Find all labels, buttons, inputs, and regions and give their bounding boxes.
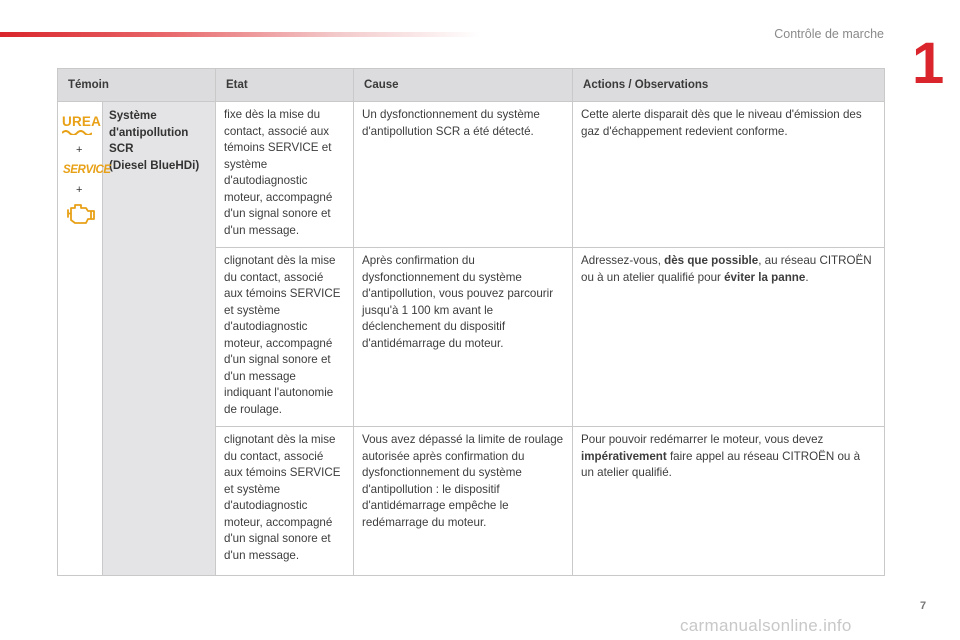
table-row <box>58 102 885 248</box>
header-accent-bar <box>0 32 480 37</box>
plus-sign: + <box>76 144 83 156</box>
cause-cell: Vous avez dépassé la limite de roulage autorisée après confirmation du dysfonctionnement du système d'antipollution : le dispositif d'antidémarrage empêche le redémarrage du moteur. <box>354 427 573 576</box>
header-etat: Etat <box>216 69 354 102</box>
urea-wave-icon <box>62 129 92 135</box>
header-temoin: Témoin <box>58 69 216 102</box>
system-line-2: d'antipollution <box>109 125 189 139</box>
etat-cell: clignotant dès la mise du contact, associé aux témoins SERVICE et système d'autodiagnostic moteur, accompagné d'un signal sonore et d'un message. <box>216 427 354 576</box>
system-line-3: SCR <box>109 142 134 155</box>
action-text: Adressez-vous, <box>581 254 665 267</box>
system-line-4: (Diesel BlueHDi) <box>109 158 200 172</box>
action-cell: Cette alerte disparait dès que le niveau d'émission des gaz d'échappement redevient conforme. <box>573 102 885 248</box>
action-text: faire appel au réseau CITROËN ou à un atelier qualifié. <box>581 449 861 479</box>
system-name-cell <box>103 102 216 576</box>
warning-lights-table <box>57 68 885 576</box>
watermark: carmanualsonline.info <box>680 616 852 635</box>
etat-cell: clignotant dès la mise du contact, associé aux témoins SERVICE et système d'autodiagnostic moteur, accompagné d'un signal sonore et d'un message indiquant l'autonomie de roulage. <box>216 248 354 427</box>
etat-cell: fixe dès la mise du contact, associé aux témoins SERVICE et système d'autodiagnostic moteur, accompagné d'un signal sonore et d'un message. <box>216 102 354 248</box>
action-text: , au réseau CITROËN ou à un atelier qualifié pour <box>581 254 872 284</box>
page-number: 7 <box>920 600 927 612</box>
cause-cell: Un dysfonctionnement du système d'antipollution SCR a été détecté. <box>354 102 573 248</box>
service-icon: SERVICE <box>63 164 111 176</box>
action-emphasis: éviter la panne <box>724 270 806 284</box>
section-title: Contrôle de marche <box>774 27 884 41</box>
plus-sign: + <box>76 184 83 196</box>
header-actions: Actions / Observations <box>573 69 885 102</box>
chapter-number: 1 <box>912 31 943 96</box>
action-cell <box>573 427 885 576</box>
engine-warning-icon <box>65 202 95 224</box>
cause-cell: Après confirmation du dysfonctionnement du système d'antipollution, vous pouvez parcourir jusqu'à 1 100 km avant le déclenchement du dispositif d'antidémarrage du moteur. <box>354 248 573 427</box>
header-cause: Cause <box>354 69 573 102</box>
urea-icon: UREA <box>62 114 102 129</box>
action-emphasis: dès que possible <box>664 254 759 267</box>
action-text: Pour pouvoir redémarrer le moteur, vous devez <box>581 433 824 446</box>
action-text: . <box>805 270 809 284</box>
action-cell <box>573 248 885 427</box>
table-header-row <box>58 69 885 102</box>
system-line-1: Système <box>109 109 157 122</box>
action-emphasis: impérativement <box>581 449 667 463</box>
warning-icons-cell <box>58 102 111 576</box>
